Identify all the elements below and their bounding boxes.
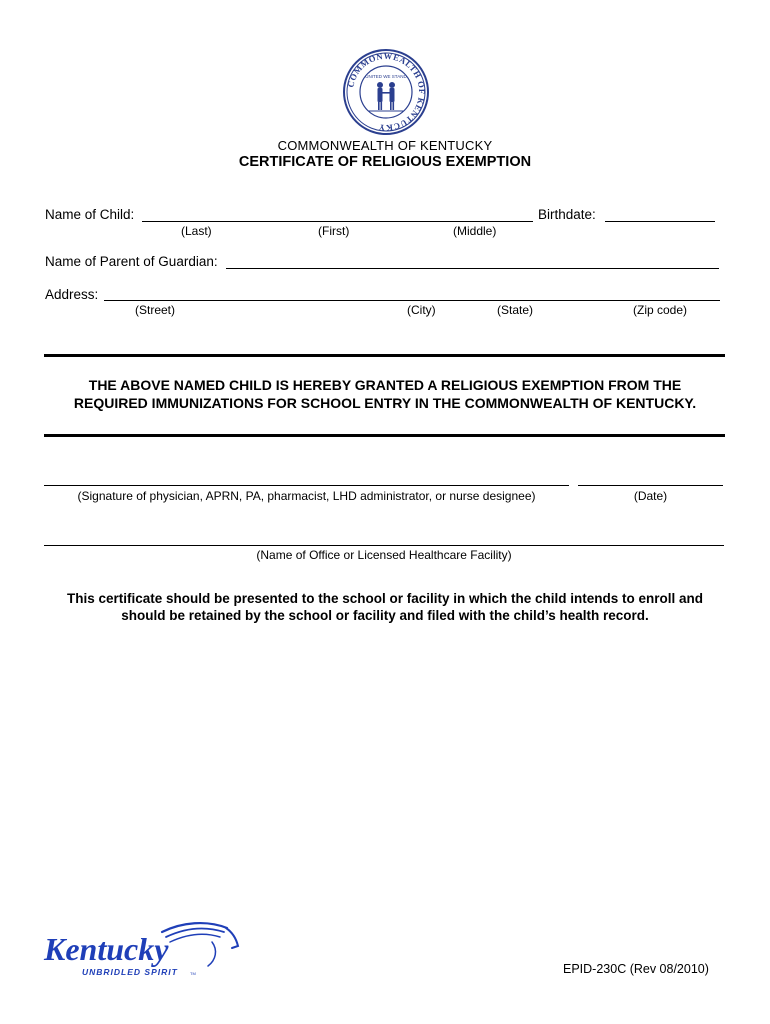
birthdate-label: Birthdate:: [538, 207, 596, 222]
seal-ring-text: COMMONWEALTH OF KENTUCKY: [345, 50, 428, 134]
address-field[interactable]: [104, 300, 720, 301]
agency-title: COMMONWEALTH OF KENTUCKY: [277, 138, 493, 153]
state-caption: (State): [497, 303, 534, 317]
signature-date-field[interactable]: [578, 485, 723, 486]
street-caption: (Street): [135, 303, 176, 317]
instructions-note: [0, 590, 770, 624]
child-name-label: Name of Child:: [45, 207, 135, 222]
child-name-field[interactable]: [142, 221, 533, 222]
last-name-caption: (Last): [181, 224, 212, 238]
parent-name-label: Name of Parent of Guardian:: [45, 254, 218, 269]
note-line-2: should be retained by the school or facility and filed with the child’s health record.: [121, 608, 649, 623]
note-line-1: This certificate should be presented to the school or facility in which the child intends to enroll and: [66, 591, 704, 606]
facility-caption: (Name of Office or Licensed Healthcare Facility): [256, 548, 512, 562]
city-caption: (City): [407, 303, 436, 317]
logo-wordmark: Kentucky: [44, 931, 169, 967]
address-label: Address:: [45, 287, 99, 302]
divider-top: [44, 354, 725, 357]
signature-field[interactable]: [44, 485, 569, 486]
middle-name-caption: (Middle): [453, 224, 497, 238]
date-caption: (Date): [633, 489, 668, 503]
certificate-title: CERTIFICATE OF RELIGIOUS EXEMPTION: [238, 154, 532, 170]
seal-motto: UNITED WE STAND: [365, 74, 407, 79]
signature-caption: (Signature of physician, APRN, PA, pharmacist, LHD administrator, or nurse designee): [77, 489, 536, 503]
kentucky-logo: [42, 920, 242, 982]
state-seal: [342, 48, 430, 136]
facility-field[interactable]: [44, 545, 724, 546]
parent-name-field[interactable]: [226, 268, 719, 269]
first-name-caption: (First): [318, 224, 350, 238]
logo-tagline: UNBRIDLED SPIRIT: [82, 967, 178, 977]
form-number: EPID-230C (Rev 08/2010): [563, 962, 709, 976]
svg-text:COMMONWEALTH OF KENTUCKY: [345, 51, 427, 133]
birthdate-field[interactable]: [605, 221, 715, 222]
statement-line-2: REQUIRED IMMUNIZATIONS FOR SCHOOL ENTRY IN THE COMMONWEALTH OF KENTUCKY.: [73, 395, 697, 411]
zip-caption: (Zip code): [633, 303, 688, 317]
divider-bottom: [44, 434, 725, 437]
statement-line-1: THE ABOVE NAMED CHILD IS HEREBY GRANTED A RELIGIOUS EXEMPTION FROM THE: [88, 377, 682, 393]
logo-trademark: TM: [190, 971, 196, 976]
exemption-statement: [0, 376, 770, 412]
